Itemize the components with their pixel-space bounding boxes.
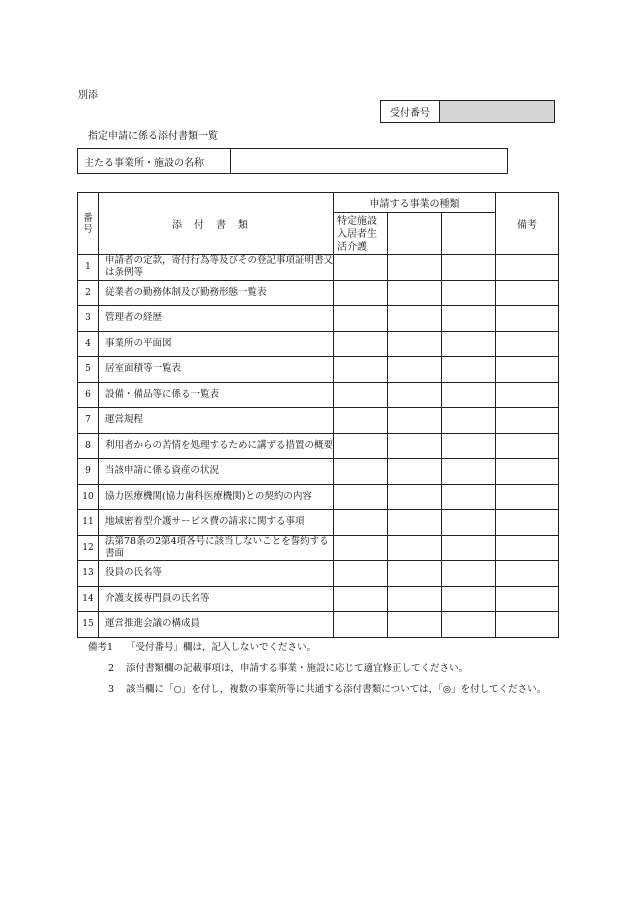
header-service-3 xyxy=(442,213,496,255)
note-prefix-text: 備考 xyxy=(88,642,108,653)
facility-name-box xyxy=(77,148,508,174)
row-remarks-cell[interactable] xyxy=(496,280,559,306)
row-service-3-cell[interactable] xyxy=(442,535,496,561)
row-service-3-cell[interactable] xyxy=(442,255,496,281)
facility-name-field[interactable] xyxy=(231,149,508,174)
row-service-1-cell[interactable] xyxy=(334,535,388,561)
row-service-1-cell[interactable] xyxy=(334,280,388,306)
row-number: 13 xyxy=(78,561,99,587)
row-service-2-cell[interactable] xyxy=(388,612,442,638)
row-remarks-cell[interactable] xyxy=(496,459,559,485)
row-service-1-cell[interactable] xyxy=(334,408,388,434)
row-document: 運営規程 xyxy=(99,408,334,434)
row-service-3-cell[interactable] xyxy=(442,510,496,536)
row-number: 6 xyxy=(78,382,99,408)
row-document: 運営推進会議の構成員 xyxy=(99,612,334,638)
row-service-3-cell[interactable] xyxy=(442,459,496,485)
row-number: 3 xyxy=(78,306,99,332)
row-remarks-cell[interactable] xyxy=(496,357,559,383)
header-number xyxy=(78,193,99,255)
row-service-3-cell[interactable] xyxy=(442,280,496,306)
row-number: 8 xyxy=(78,433,99,459)
annex-label: 別添 xyxy=(78,90,98,101)
row-service-2-cell[interactable] xyxy=(388,306,442,332)
row-number: 1 xyxy=(78,255,99,281)
row-remarks-cell[interactable] xyxy=(496,510,559,536)
row-service-1-cell[interactable] xyxy=(334,382,388,408)
row-service-2-cell[interactable] xyxy=(388,331,442,357)
row-service-1-cell[interactable] xyxy=(334,612,388,638)
row-service-3-cell[interactable] xyxy=(442,586,496,612)
receipt-number-box xyxy=(380,100,555,123)
row-service-2-cell[interactable] xyxy=(388,408,442,434)
facility-name-label: 主たる事業所・施設の名称 xyxy=(78,149,231,174)
table-row xyxy=(78,433,559,459)
header-service-2 xyxy=(388,213,442,255)
row-service-2-cell[interactable] xyxy=(388,433,442,459)
table-row xyxy=(78,357,559,383)
row-remarks-cell[interactable] xyxy=(496,586,559,612)
row-number: 14 xyxy=(78,586,99,612)
table-row xyxy=(78,561,559,587)
row-service-1-cell[interactable] xyxy=(334,586,388,612)
row-service-3-cell[interactable] xyxy=(442,484,496,510)
row-remarks-cell[interactable] xyxy=(496,331,559,357)
row-number: 2 xyxy=(78,280,99,306)
row-service-2-cell[interactable] xyxy=(388,586,442,612)
row-service-3-cell[interactable] xyxy=(442,433,496,459)
row-remarks-cell[interactable] xyxy=(496,561,559,587)
row-service-3-cell[interactable] xyxy=(442,612,496,638)
row-service-2-cell[interactable] xyxy=(388,357,442,383)
row-document: 申請者の定款，寄付行為等及びその登記事項証明書又は条例等 xyxy=(99,255,334,281)
row-service-3-cell[interactable] xyxy=(442,306,496,332)
row-service-3-cell[interactable] xyxy=(442,408,496,434)
row-service-2-cell[interactable] xyxy=(388,484,442,510)
note-2-number: 2 xyxy=(108,663,115,674)
row-service-3-cell[interactable] xyxy=(442,331,496,357)
row-document: 協力医療機関(協力歯科医療機関)との契約の内容 xyxy=(99,484,334,510)
row-service-1-cell[interactable] xyxy=(334,306,388,332)
row-service-1-cell[interactable] xyxy=(334,561,388,587)
document-title: 指定申請に係る添付書類一覧 xyxy=(88,131,218,142)
table-row xyxy=(78,586,559,612)
row-service-3-cell[interactable] xyxy=(442,382,496,408)
row-service-2-cell[interactable] xyxy=(388,382,442,408)
table-row xyxy=(78,459,559,485)
row-service-2-cell[interactable] xyxy=(388,255,442,281)
row-number: 15 xyxy=(78,612,99,638)
note-prefix xyxy=(88,640,113,656)
header-service-1 xyxy=(334,213,388,255)
row-remarks-cell[interactable] xyxy=(496,484,559,510)
row-service-2-cell[interactable] xyxy=(388,510,442,536)
table-row xyxy=(78,484,559,510)
row-number: 5 xyxy=(78,357,99,383)
row-service-1-cell[interactable] xyxy=(334,331,388,357)
row-service-1-cell[interactable] xyxy=(334,255,388,281)
note-1 xyxy=(88,640,558,656)
row-document: 当該申請に係る資産の状況 xyxy=(99,459,334,485)
row-document: 設備・備品等に係る一覧表 xyxy=(99,382,334,408)
receipt-number-label: 受付番号 xyxy=(381,101,440,123)
row-service-2-cell[interactable] xyxy=(388,561,442,587)
header-remarks: 備考 xyxy=(496,193,559,255)
row-remarks-cell[interactable] xyxy=(496,306,559,332)
row-document: 利用者からの苦情を処理するために講ずる措置の概要 xyxy=(99,433,334,459)
row-document: 従業者の勤務体制及び勤務形態一覧表 xyxy=(99,280,334,306)
remarks-notes xyxy=(88,640,558,703)
header-service-1-text: 特定施設入居者生活介護 xyxy=(337,216,377,253)
row-number: 11 xyxy=(78,510,99,536)
row-service-1-cell[interactable] xyxy=(334,433,388,459)
row-service-1-cell[interactable] xyxy=(334,357,388,383)
receipt-number-field[interactable] xyxy=(440,101,555,123)
table-row xyxy=(78,280,559,306)
row-number: 10 xyxy=(78,484,99,510)
note-1-number: 1 xyxy=(107,642,114,653)
row-remarks-cell[interactable] xyxy=(496,255,559,281)
table-row xyxy=(78,612,559,638)
row-remarks-cell[interactable] xyxy=(496,382,559,408)
note-2-text: 添付書類欄の記載事項は，申請する事業・施設に応じて適宜修正してください。 xyxy=(126,663,469,674)
row-service-1-cell[interactable] xyxy=(334,484,388,510)
row-service-2-cell[interactable] xyxy=(388,280,442,306)
table-row xyxy=(78,535,559,561)
header-number-text: 番号 xyxy=(83,212,93,235)
table-row xyxy=(78,306,559,332)
row-document: 居室面積等一覧表 xyxy=(99,357,334,383)
row-document: 法第78条の2第4項各号に該当しないことを誓約する書面 xyxy=(99,535,334,561)
table-row xyxy=(78,255,559,281)
row-service-1-cell[interactable] xyxy=(334,510,388,536)
row-number: 9 xyxy=(78,459,99,485)
table-row xyxy=(78,408,559,434)
row-document: 事業所の平面図 xyxy=(99,331,334,357)
table-row xyxy=(78,331,559,357)
row-document: 管理者の経歴 xyxy=(99,306,334,332)
row-document: 介護支援専門員の氏名等 xyxy=(99,586,334,612)
row-document: 役員の氏名等 xyxy=(99,561,334,587)
row-service-1-cell[interactable] xyxy=(334,459,388,485)
row-number: 4 xyxy=(78,331,99,357)
row-number: 12 xyxy=(78,535,99,561)
note-3-text: 該当欄に「○」を付し，複数の事業所等に共通する添付書類については，「◎」を付してください。 xyxy=(126,684,547,695)
attachment-table xyxy=(77,192,559,638)
header-document: 添付書類 xyxy=(99,193,334,255)
note-1-text: 「受付番号」欄は，記入しないでください。 xyxy=(126,642,317,653)
row-service-3-cell[interactable] xyxy=(442,357,496,383)
row-remarks-cell[interactable] xyxy=(496,535,559,561)
row-number: 7 xyxy=(78,408,99,434)
row-remarks-cell[interactable] xyxy=(496,433,559,459)
row-service-3-cell[interactable] xyxy=(442,561,496,587)
table-row xyxy=(78,382,559,408)
row-service-2-cell[interactable] xyxy=(388,535,442,561)
table-row xyxy=(78,510,559,536)
note-3-number: 3 xyxy=(108,684,115,695)
row-remarks-cell[interactable] xyxy=(496,612,559,638)
header-service-kind: 申請する事業の種類 xyxy=(334,193,496,213)
note-3 xyxy=(88,682,558,698)
row-document: 地域密着型介護サービス費の請求に関する事項 xyxy=(99,510,334,536)
note-2 xyxy=(88,661,558,677)
row-service-2-cell[interactable] xyxy=(388,459,442,485)
row-remarks-cell[interactable] xyxy=(496,408,559,434)
